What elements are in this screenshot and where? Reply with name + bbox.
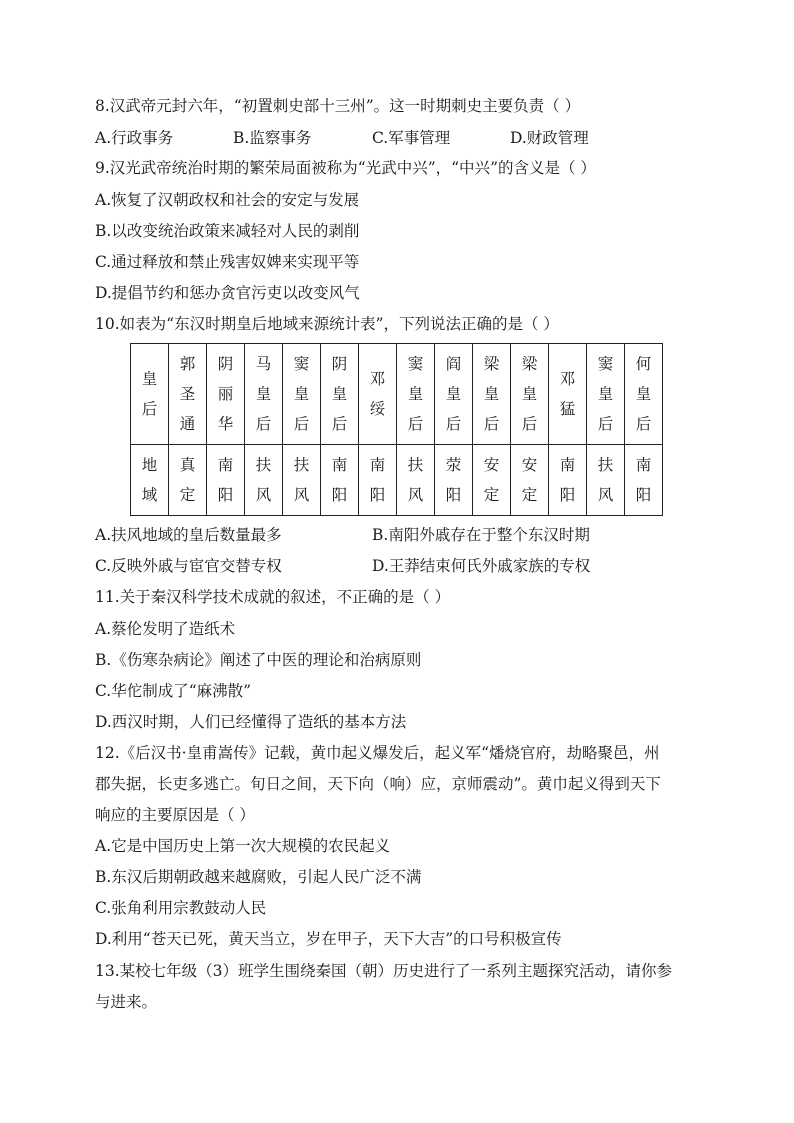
q11-option-d: D.西汉时期，人们已经懂得了造纸的基本方法: [95, 713, 407, 731]
table-cell: 郭圣通: [169, 344, 207, 445]
table-cell: 阴皇后: [321, 344, 359, 445]
q12-option-c: C.张角利用宗教鼓动人民: [95, 899, 267, 917]
q10-option-a: A.扶风地域的皇后数量最多: [95, 526, 282, 544]
table-row-region: [131, 445, 663, 516]
q8-option-c: C.军事管理: [372, 129, 451, 147]
table-cell: 南阳: [321, 445, 359, 516]
q9-option-d: D.提倡节约和惩办贪官污吏以改变风气: [95, 284, 360, 302]
q8-option-b: B.监察事务: [233, 129, 312, 147]
table-cell: 窦皇后: [397, 344, 435, 445]
q9-option-b: B.以改变统治政策来减轻对人民的剥削: [95, 222, 360, 240]
q8-option-d: D.财政管理: [510, 129, 589, 147]
table-cell: 南阳: [359, 445, 397, 516]
table-cell: 窦皇后: [587, 344, 625, 445]
q12-stem-line-3: 响应的主要原因是（ ）: [95, 806, 255, 824]
q9-stem: 9.汉光武帝统治时期的繁荣局面被称为“光武中兴”，“中兴”的含义是（ ）: [95, 159, 596, 177]
table-cell: 梁皇后: [473, 344, 511, 445]
table-cell: 南阳: [625, 445, 663, 516]
table-cell: 南阳: [549, 445, 587, 516]
table-cell: 邓猛: [549, 344, 587, 445]
table-cell: 真定: [169, 445, 207, 516]
q12-option-b: B.东汉后期朝政越来越腐败，引起人民广泛不满: [95, 868, 422, 886]
q8-stem: 8.汉武帝元封六年，“初置刺史部十三州”。这一时期刺史主要负责（ ）: [95, 97, 581, 115]
q11-stem: 11.关于秦汉科学技术成就的叙述，不正确的是（ ）: [95, 588, 451, 606]
q9-option-c: C.通过释放和禁止残害奴婢来实现平等: [95, 253, 360, 271]
q8-option-a: A.行政事务: [95, 129, 174, 147]
table-cell: 扶风: [397, 445, 435, 516]
q10-stem: 10.如表为“东汉时期皇后地域来源统计表”，下列说法正确的是（ ）: [95, 315, 559, 333]
table-cell: 扶风: [283, 445, 321, 516]
table-cell: 扶风: [587, 445, 625, 516]
table-cell: 马皇后: [245, 344, 283, 445]
q11-option-c: C.华佗制成了“麻沸散”: [95, 682, 252, 700]
table-cell: 阎皇后: [435, 344, 473, 445]
table-cell: 南阳: [207, 445, 245, 516]
q10-option-b: B.南阳外戚存在于整个东汉时期: [372, 526, 590, 544]
q12-option-d: D.利用“苍天已死，黄天当立，岁在甲子，天下大吉”的口号积极宣传: [95, 930, 562, 948]
q9-option-a: A.恢复了汉朝政权和社会的安定与发展: [95, 191, 360, 209]
table-cell: 何皇后: [625, 344, 663, 445]
table-cell: 梁皇后: [511, 344, 549, 445]
q12-stem-line-1: 12.《后汉书·皇甫嵩传》记载，黄巾起义爆发后，起义军“燔烧官府，劫略聚邑，州: [95, 744, 660, 762]
table-cell: 阴丽华: [207, 344, 245, 445]
q12-option-a: A.它是中国历史上第一次大规模的农民起义: [95, 837, 391, 855]
table-cell: 扶风: [245, 445, 283, 516]
q13-stem-line-1: 13.某校七年级（3）班学生围绕秦国（朝）历史进行了一系列主题探究活动，请你参: [95, 962, 673, 980]
table-cell: 窦皇后: [283, 344, 321, 445]
q12-stem-line-2: 郡失据，长吏多逃亡。旬日之间，天下向（响）应，京师震动”。黄巾起义得到天下: [95, 775, 661, 793]
q10-option-d: D.王莽结束何氏外戚家族的专权: [372, 557, 591, 575]
table-row-empress: [131, 344, 663, 445]
table-cell: 安定: [511, 445, 549, 516]
empress-origin-table: [130, 343, 663, 516]
q10-option-c: C.反映外戚与宦官交替专权: [95, 557, 282, 575]
table-cell: 邓绥: [359, 344, 397, 445]
q13-stem-line-2: 与进来。: [95, 993, 158, 1011]
q11-option-a: A.蔡伦发明了造纸术: [95, 620, 236, 638]
table-cell: 荥阳: [435, 445, 473, 516]
q11-option-b: B.《伤寒杂病论》阐述了中医的理论和治病原则: [95, 651, 422, 669]
table-cell: 安定: [473, 445, 511, 516]
table-header-region: 地域: [131, 445, 169, 516]
table-header-empress: 皇后: [131, 344, 169, 445]
